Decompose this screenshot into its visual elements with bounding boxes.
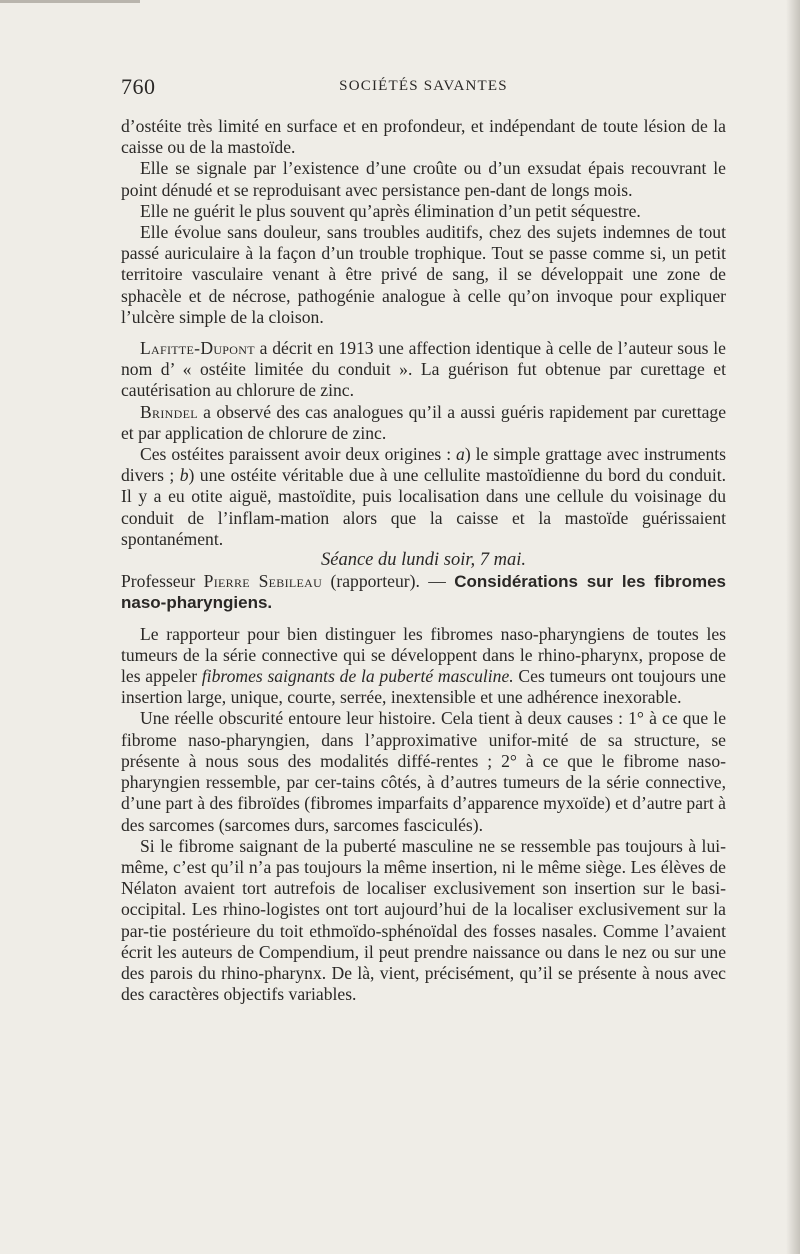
paragraph-text: ) une ostéite véritable due à une cellulite mastoïdienne du bord du conduit. Il y a eu otite aiguë, mastoïdite, puis localisation dans une cellule du voisinage du conduit de l’inflam-mation alors que la caisse et la mastoïde guérissaient spontanément.: [121, 465, 726, 549]
paragraph-report-title: [121, 571, 726, 613]
paragraph-sequestre: Elle ne guérit le plus souvent qu’après élimination d’un petit séquestre.: [140, 200, 641, 221]
author-name: Brindel: [140, 401, 198, 422]
running-head: SOCIÉTÉS SAVANTES: [339, 78, 508, 94]
paragraph-insertion: Si le fibrome saignant de la puberté masculine ne se ressemble pas toujours à lui-même, c’est qu’il n’a pas toujours la même insertion, ni le même siège. Les élèves de Nélaton avaient tort autrefois de localiser exclusivement son insertion sur le basi-occipital. Les rhino-logistes ont tort aujourd’hui de la localiser exclusivement sur la par-tie postérieure du toit ethmoïdo-sphénoïdal des fosses nasales. Comme l’avaient écrit les auteurs de Compendium, il peut prendre naissance ou dans le nez ou sur une des parois du rhino-pharynx. De là, vient, précisément, qu’il se présente à nous avec des caractères objectifs variables.: [121, 835, 726, 1005]
paragraph-crust: Elle se signale par l’existence d’une croûte ou d’un exsudat épais recouvrant le point dénudé et se reproduisant avec persistance pen-dant de longs mois.: [121, 158, 726, 200]
italic-term: fibromes saignants de la puberté masculine.: [201, 666, 514, 687]
paragraph-continuation: d’ostéite très limité en surface et en profondeur, et indépendant de toute lésion de la caisse ou de la mastoïde.: [121, 116, 726, 158]
article-body: [121, 116, 726, 1005]
paragraph-text: Ces tumeurs ont toujours une insertion large, unique, courte, serrée, inextensible et une adhérence inexorable.: [121, 666, 726, 708]
paragraph-text: Professeur: [121, 571, 204, 592]
page-top-edge: [0, 0, 140, 3]
paragraph-text: ) le simple grattage avec instruments divers ;: [121, 444, 726, 486]
paragraph-brindel: [121, 402, 726, 444]
author-name: Lafitte-Dupont: [140, 338, 255, 359]
paragraph-lafitte-dupont: [121, 338, 726, 402]
paragraph-text: (rapporteur). —: [322, 571, 455, 592]
paragraph-text: a décrit en 1913 une affection identique à celle de l’auteur sous le nom d’ « ostéite limitée du conduit ». La guérison fut obtenue par curettage et cautérisation au chlorure de zinc.: [121, 338, 726, 401]
report-title: Considérations sur les fibromes naso-pharyngiens.: [121, 572, 726, 613]
page-number: 760: [121, 74, 156, 99]
list-marker: b: [179, 465, 189, 486]
session-heading: Séance du lundi soir, 7 mai.: [320, 550, 527, 571]
paragraph-evolution: Elle évolue sans douleur, sans troubles auditifs, chez des sujets indemnes de tout passé auriculaire à la façon d’un trouble trophique. Tout se passe comme si, un petit territoire vasculaire venant à être privé de sang, il se développait une zone de sphacèle et de nécrose, pathogénie analogue à celle qu’on invoque pour expliquer l’ulcère simple de la cloison.: [121, 222, 726, 327]
paragraph-text: Ces ostéites paraissent avoir deux origines :: [140, 444, 457, 465]
paragraph-obscurity: Une réelle obscurité entoure leur histoire. Cela tient à deux causes : 1° à ce que le fibrome naso-pharyngien, dans l’approximative unifor-mité de sa structure, se présente à nous sous des modalités diffé-rentes ; 2° à ce que le fibrome naso-pharyngien ressemble, par cer-tains côtés, à d’autres tumeurs de la série connective, d’une part à des fibroïdes (fibromes imparfaits d’apparence myxoïde) et d’autre part à des sarcomes (sarcomes durs, sarcomes fasciculés).: [121, 708, 726, 835]
page-binding-shadow: [786, 0, 800, 1254]
paragraph-origins: [121, 444, 726, 550]
page-header: [121, 74, 726, 100]
paragraph-text: Le rapporteur pour bien distinguer les fibromes naso-pharyngiens de toutes les tumeurs de la série connective qui se développent dans le rhino-pharynx, propose de les appeler: [121, 623, 726, 687]
paragraph-definition: [121, 624, 726, 709]
paragraph-text: a observé des cas analogues qu’il a aussi guéris rapidement par curettage et par application de chlorure de zinc.: [121, 401, 726, 443]
author-name: Pierre Sebileau: [203, 571, 323, 592]
list-marker: a: [456, 444, 465, 465]
